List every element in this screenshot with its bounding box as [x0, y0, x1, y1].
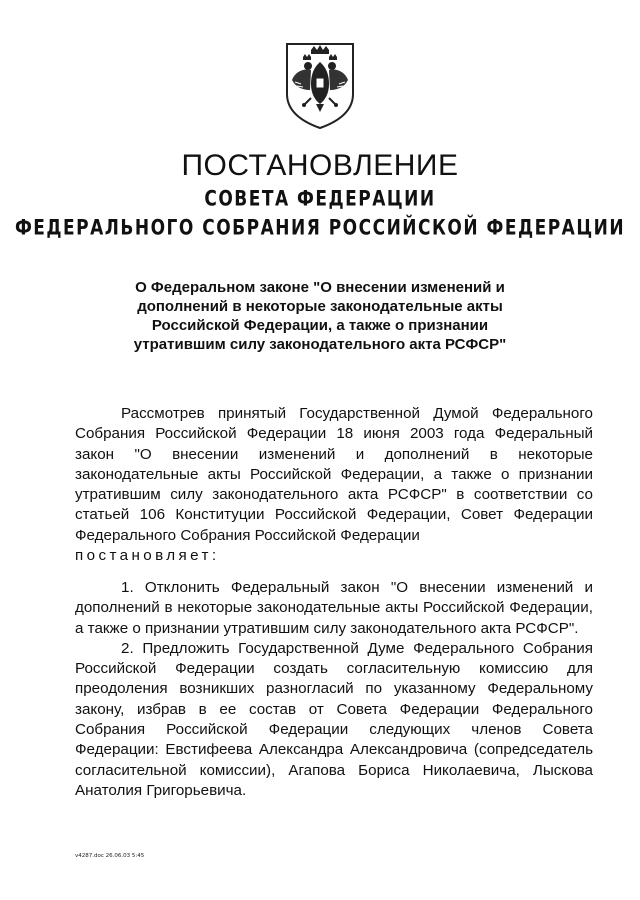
issuing-body-line2: ФЕДЕРАЛЬНОГО СОБРАНИЯ РОССИЙСКОЙ ФЕДЕРАЦИИ [14, 215, 626, 241]
clause-2: 2. Предложить Государственной Думе Федерального Собрания Российской Федерации создать согласительную комиссию для преодоления возникших разногласий по указанному Федеральному закону, избрав в ее состав от Совета Федерации Федерального Собрания Российской Федерации следующих членов Совета Федерации: Евстифеева Александра Александровича (сопредседатель согласительной комиссии), Агапова Бориса Николаевича, Лыскова Анатолия Григорьевича. [75, 639, 593, 799]
law-title: О Федеральном законе "О внесении изменений и дополнений в некоторые законодательные акты Российской Федерации, а также о признании утратившим силу законодательного акта РСФСР" [133, 279, 507, 353]
clauses-block [75, 578, 593, 801]
double-headed-eagle-emblem-icon [283, 40, 357, 130]
preamble-paragraph [75, 404, 593, 566]
decision-word: постановляет: [75, 547, 220, 565]
document-title: ПОСТАНОВЛЕНИЕ [181, 149, 459, 182]
document-code: v4287.doc 26.06.03 5:45 [75, 853, 145, 859]
clause-1: 1. Отклонить Федеральный закон "О внесении изменений и дополнений в некоторые законодательные акты Российской Федерации, а также о признании утратившим силу законодательного акта РСФСР". [75, 579, 593, 637]
preamble-text: Рассмотрев принятый Государственной Думой Федерального Собрания Российской Федерации 18 июня 2003 года Федеральный закон "О внесении изменений и дополнений в некоторые законодательные акты Российской Федерации, а также о признании утратившим силу законодательного акта РСФСР" в соответствии со статьей 106 Конституции Российской Федерации, Совет Федерации Федерального Собрания Российской Федерации [75, 405, 593, 544]
preamble-block [75, 404, 593, 566]
issuing-body-line1: СОВЕТА ФЕДЕРАЦИИ [204, 186, 436, 212]
